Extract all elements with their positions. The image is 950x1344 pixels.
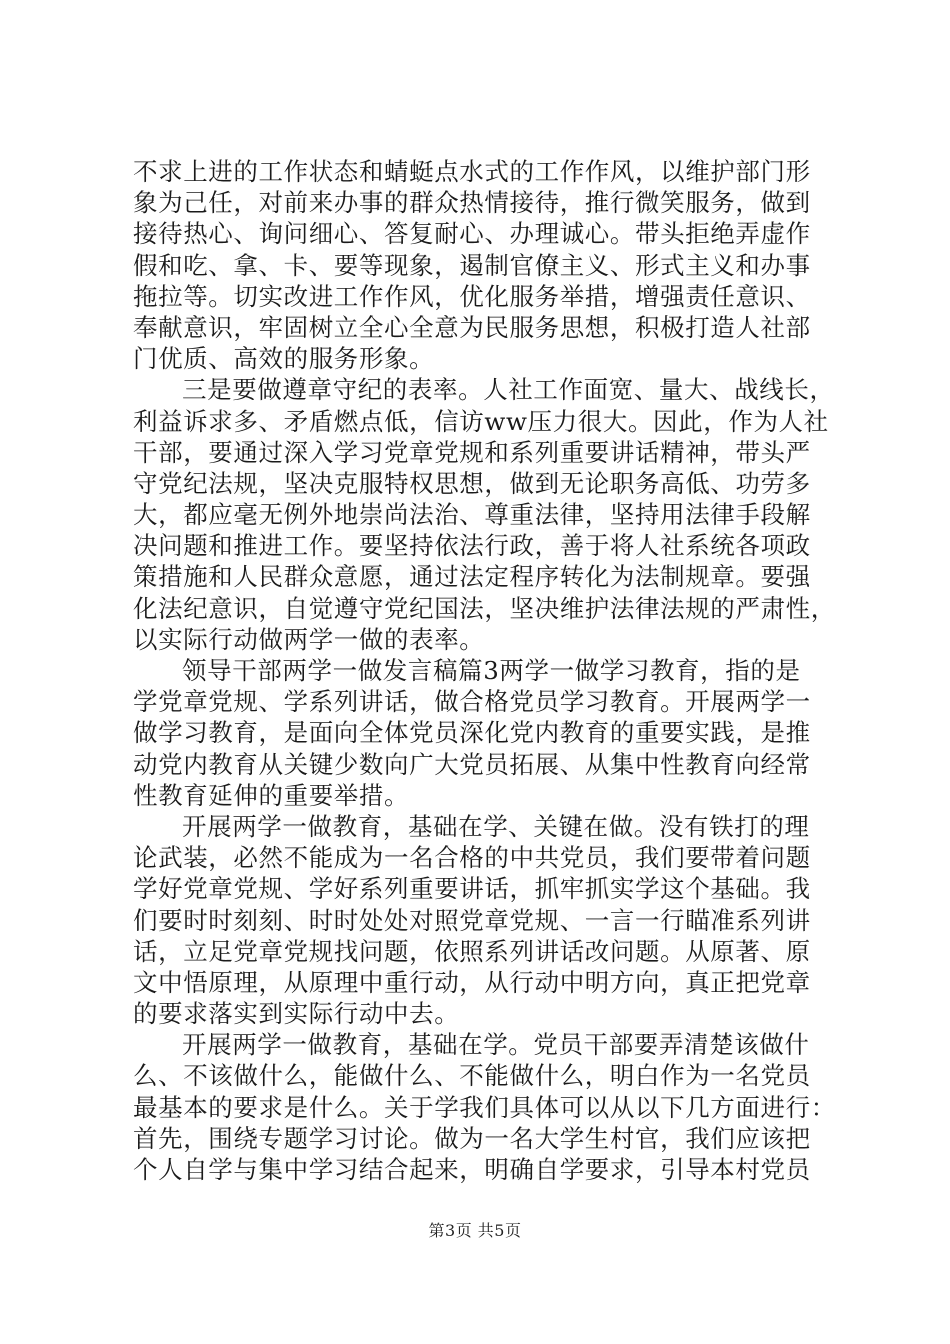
text-line: 最基本的要求是什么。关于学我们具体可以从以下几方面进行： (133, 1092, 836, 1122)
text-line: 三是要做遵章守纪的表率。人社工作面宽、量大、战线长， (182, 375, 835, 405)
text-line: 性教育延伸的重要举措。 (133, 780, 410, 810)
text-line: 门优质、高效的服务形象。 (133, 344, 435, 374)
text-line: 策措施和人民群众意愿，通过法定程序转化为法制规章。要强 (133, 562, 811, 592)
text-line: 们要时时刻刻、时时处处对照党章党规、一言一行瞄准系列讲 (133, 905, 811, 935)
text-line: 假和吃、拿、卡、要等现象，遏制官僚主义、形式主义和办事 (133, 250, 811, 280)
text-line: 话，立足党章党规找问题，依照系列讲话改问题。从原著、原 (133, 936, 811, 966)
text-line: 不求上进的工作状态和蜻蜓点水式的工作作风，以维护部门形 (133, 157, 811, 186)
text-line: 的要求落实到实际行动中去。 (133, 999, 460, 1029)
text-line: 守党纪法规，坚决克服特权思想，做到无论职务高低、功劳多 (133, 468, 811, 498)
text-line: 开展两学一做教育，基础在学、关键在做。没有铁打的理 (182, 811, 810, 841)
text-line: 文中悟原理，从原理中重行动，从行动中明方向，真正把党章 (133, 967, 811, 997)
text-line: 干部，要通过深入学习党章党规和系列重要讲话精神，带头严 (133, 437, 811, 467)
text-line: 拖拉等。切实改进工作作风，优化服务举措，增强责任意识、 (133, 281, 811, 311)
page-footer: 第3页 共5页 (428, 1221, 522, 1240)
text-line: 学好党章党规、学好系列重要讲话，抓牢抓实学这个基础。我 (133, 874, 811, 904)
text-line: 化法纪意识，自觉遵守党纪国法，坚决维护法律法规的严肃性， (133, 593, 836, 623)
text-line: 首先，围绕专题学习讨论。做为一名大学生村官，我们应该把 (133, 1123, 811, 1153)
text-line: 开展两学一做教育，基础在学。党员干部要弄清楚该做什 (182, 1030, 810, 1060)
text-line: 以实际行动做两学一做的表率。 (133, 624, 485, 654)
text-line: 个人自学与集中学习结合起来，明确自学要求，引导本村党员 (133, 1155, 811, 1184)
text-line: 接待热心、询问细心、答复耐心、办理诚心。带头拒绝弄虚作 (133, 219, 811, 249)
text-line: 动党内教育从关键少数向广大党员拓展、从集中性教育向经常 (133, 749, 811, 779)
text-line: 论武装，必然不能成为一名合格的中共党员，我们要带着问题 (133, 843, 811, 873)
text-line: 领导干部两学一做发言稿篇3两学一做学习教育，指的是 (182, 656, 801, 685)
text-line: 大，都应毫无例外地崇尚法治、尊重法律，坚持用法律手段解 (133, 500, 811, 530)
text-line: 奉献意识，牢固树立全心全意为民服务思想，积极打造人社部 (133, 312, 811, 342)
text-line: 利益诉求多、矛盾燃点低，信访ww压力很大。因此，作为人社 (133, 406, 829, 436)
text-line: 么、不该做什么，能做什么、不能做什么，明白作为一名党员 (133, 1061, 811, 1091)
text-line: 学党章党规、学系列讲话，做合格党员学习教育。开展两学一 (133, 687, 811, 717)
document-body (133, 156, 836, 1185)
text-line: 决问题和推进工作。要坚持依法行政，善于将人社系统各项政 (133, 531, 811, 561)
text-line: 做学习教育，是面向全体党员深化党内教育的重要实践，是推 (133, 718, 811, 748)
text-line: 象为己任，对前来办事的群众热情接待，推行微笑服务，做到 (133, 188, 811, 218)
